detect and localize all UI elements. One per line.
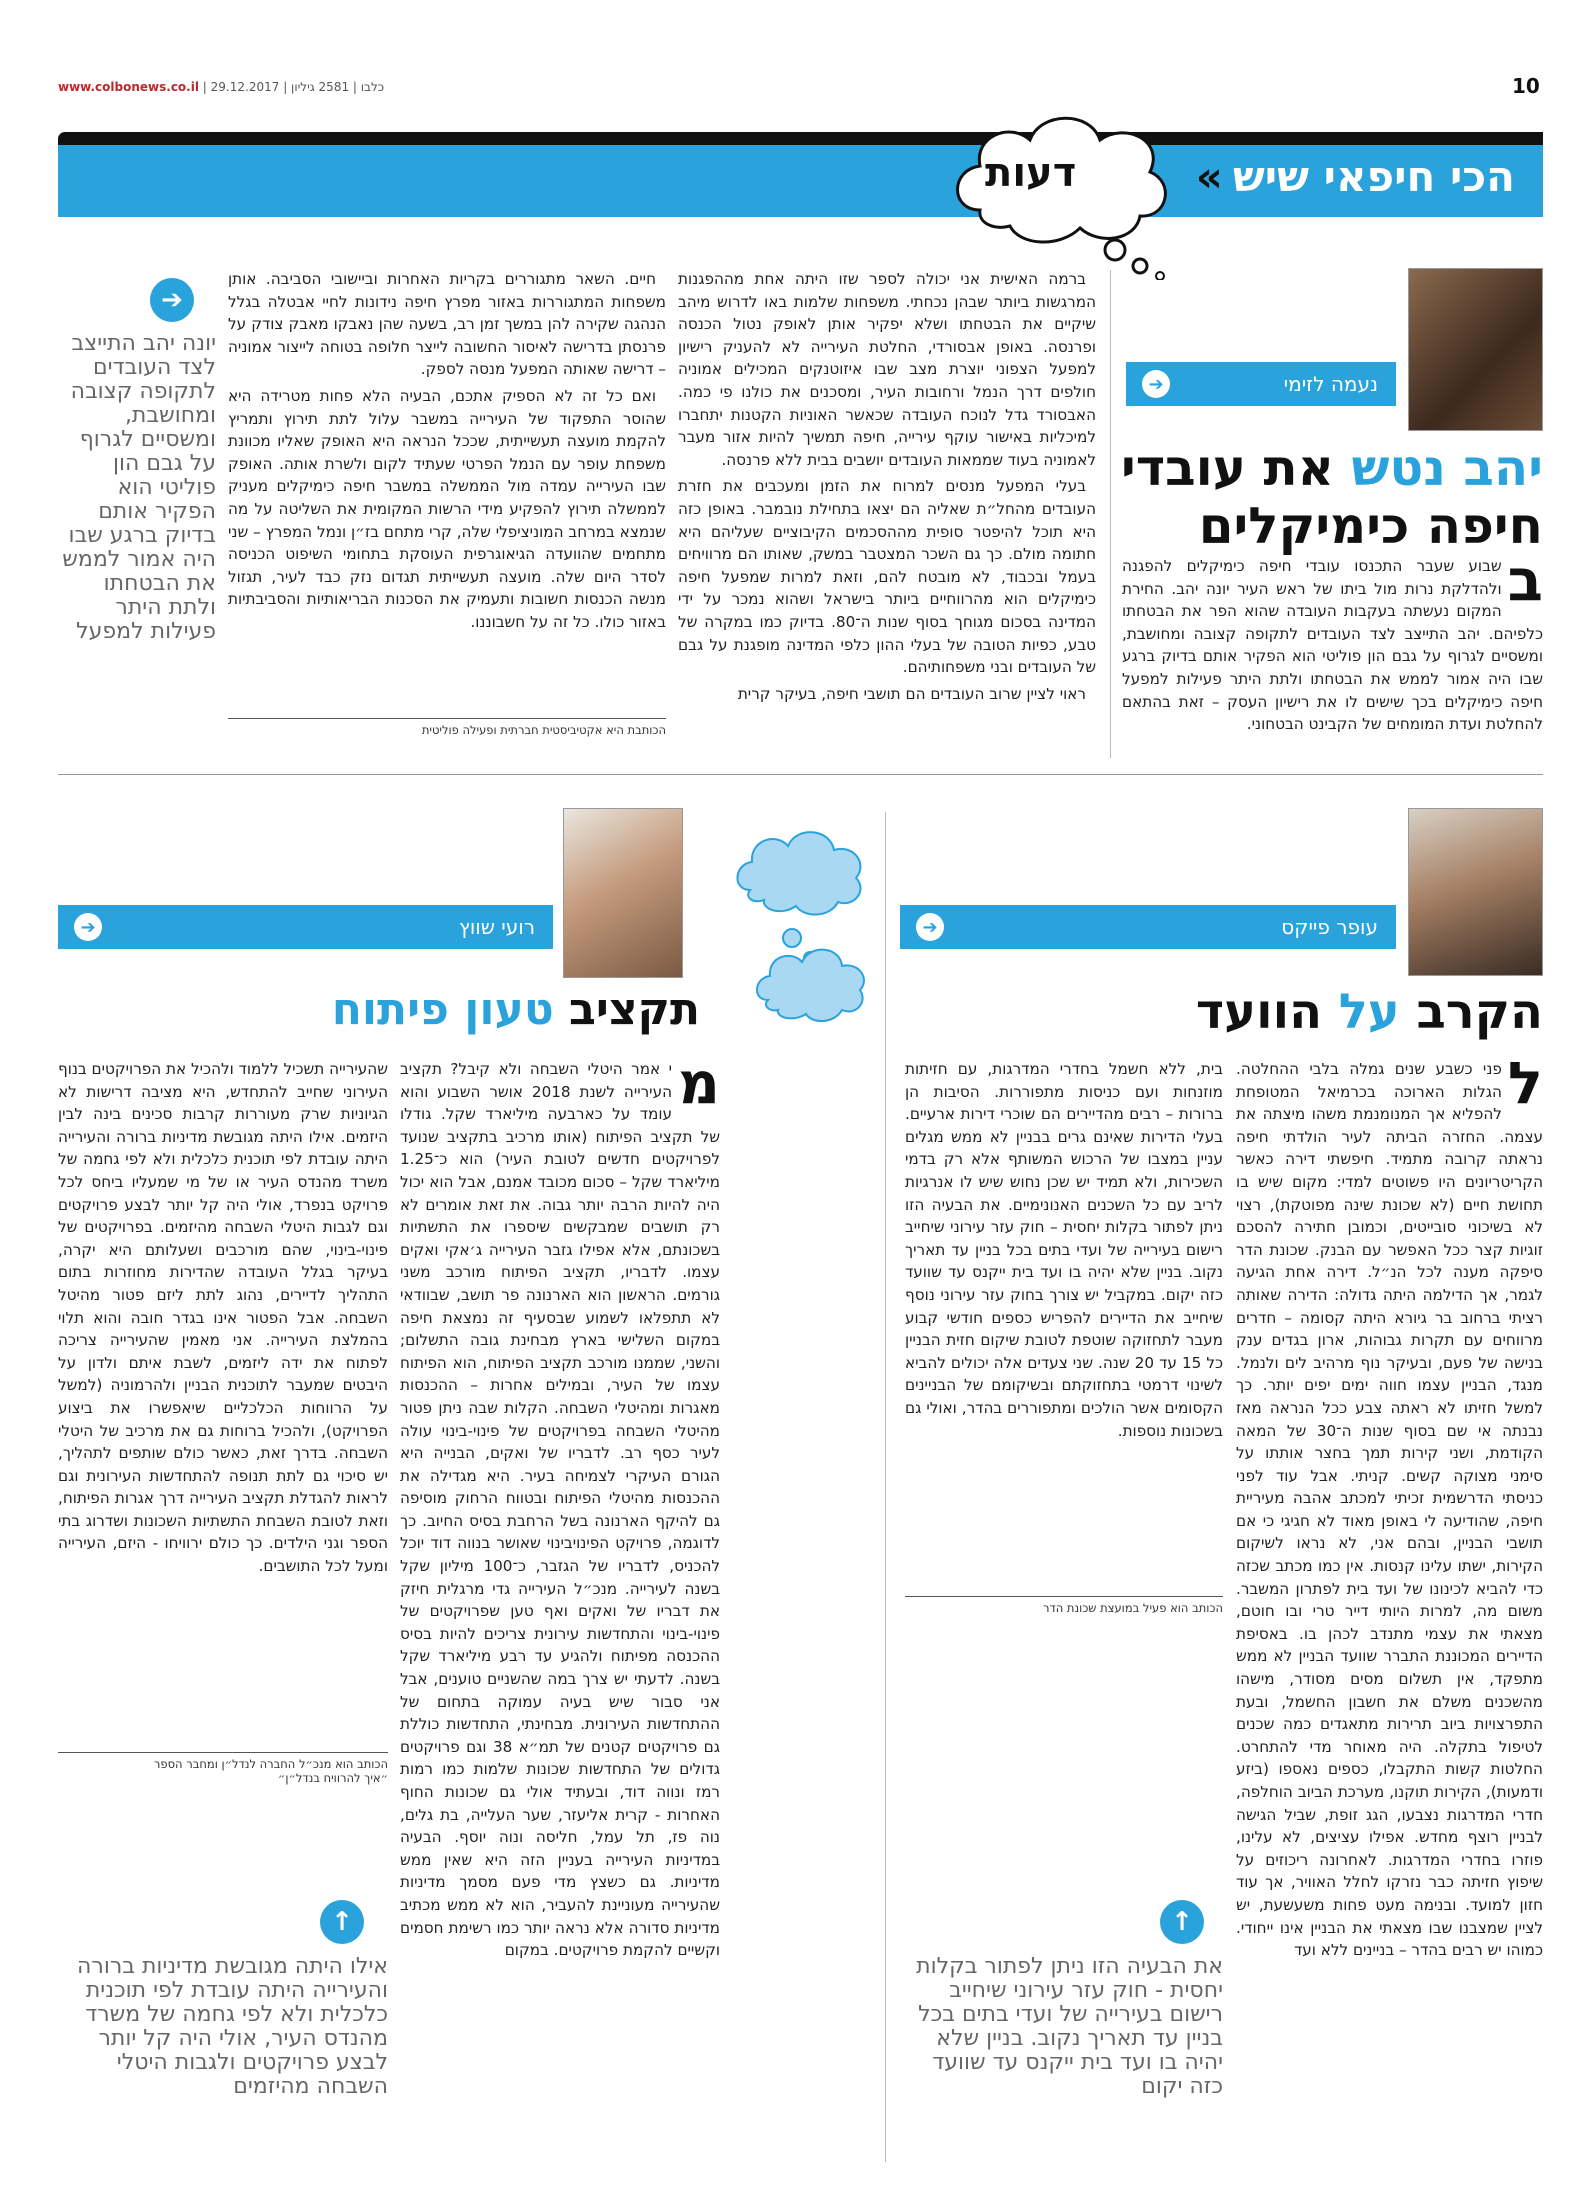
pull-quote: יונה יהב התייצב לצד העובדים לתקופה קצובה ומחושבת, ומשסיים לגרוף על גבם הון פוליטי הוא הפקיר אותם בדיוק ברגע שבו היה אמור לממש את הבטחתו ולתת היתר פעילות למפעל bbox=[62, 332, 216, 644]
column-divider bbox=[1110, 270, 1111, 758]
pull-quote: אילו היתה מגובשת מדיניות ברורה והעירייה היתה עובדת לפי תוכנית כלכלית ולא לפי גחמה של משרד מהנדס העיר, אולי היה קל יותר לבצע פרויקטים ולגבות היטלי השבחה מהיזמים bbox=[77, 1955, 388, 2099]
headline-text: תקציב bbox=[569, 984, 700, 1035]
paragraph: בית, ללא חשמל בחדרי המדרגות, עם חזיתות מוזנחות ועם כניסות מתפוררות. הסיבות הן ברורות – רבים מהדיירים הם שוכרי דירות ארעיים. בעלי הדירות שאינם גרים בבניין לא ממש מגלים עניין במצבו של הרכוש המשותף אלא רק בדמי השכירות, ולא תמיד יש שכן נחוש שיש לו אנרגיות לריב עם כל השכנים האנונימיים. את הבעיה הזו ניתן לפתור בקלות יחסית – חוק עזר עירוני שיחייב רישום בעירייה של ועדי בתים בכל בניין עד תאריך נקוב. בניין שלא יהיה בו ועד בית ייקנס עד שוועד כזה יקום. במקביל יש צורך בחוק עזר עירוני נוסף שיחייב את הדיירים להפריש כספים חודשי קבוע מעבר לתחזוקה שוטפת לטובת שיקום חזית הבניין כל 15 עד 20 שנה. שני צעדים אלה יכולים להביא לשינוי דרמטי בתחזוקתם ובשיקומם של הבניינים הקסומים אשר הולכים ומתפוררים בהדר, ואולי גם בשכונות נוספות. bbox=[905, 1060, 1223, 1440]
page-number: 10 bbox=[1512, 74, 1540, 98]
site-link[interactable]: www.colbonews.co.il bbox=[58, 80, 199, 94]
headline-text: את עובדי bbox=[1121, 439, 1335, 497]
headline-text: הוועד bbox=[1195, 984, 1323, 1040]
cloud-icon bbox=[750, 940, 870, 1030]
author-photo bbox=[563, 808, 683, 978]
column-divider bbox=[885, 812, 886, 2162]
article-column bbox=[678, 268, 1096, 755]
section-label: דעות bbox=[985, 150, 1077, 196]
author-byline: הכותב הוא פעיל במועצת שכונת הדר bbox=[905, 1596, 1223, 1615]
article-column bbox=[400, 1058, 720, 2156]
article-column bbox=[905, 1058, 1223, 1586]
section-title-text: הכי חיפאי שיש bbox=[1232, 152, 1515, 201]
author-byline bbox=[58, 1752, 388, 1785]
headline-text: הקרב bbox=[1416, 984, 1543, 1040]
author-photo bbox=[1408, 808, 1543, 976]
headline-highlight: טעון פיתוח bbox=[331, 984, 554, 1035]
paragraph: שהעירייה תשכיל ללמוד ולהכיל את הפרויקטים בנוף העירוני שחייב להתחדש, היא מציבה דרישות לא הגיוניות שרק מעוררות קרבות סכינים בינה לבין היזמים. אילו היתה מגובשת מדיניות ברורה והעירייה היתה עובדת לפי תוכנית כלכלית ולא לפי גחמה של משרד מהנדס העיר או של מי שמעליו ביחס לכל פרויקט בנפרד, אולי היה קל יותר לבצע פרויקטים וגם לגבות היטלי השבחה מהיזמים. בפרויקטים של פינוי-בינוי, שהם מורכבים ושעלותם היא יקרה, בעיקר בגלל העובדה שהדירות מחוזרות בתום התהליך לדיירים, נהוג לתת ליזם פטור מהיטל השבחה. אבל הפטור אינו בגדר חובה והוא תלוי בהמלצת העירייה. אני מאמין שהעירייה צריכה לפתוח את ידה ליזמים, לשבת איתם ולדון על היבטים שמעבר לתוכנית הבניין ולהרמוניה (למשל על הרווחות הכלכליים שיאפשרו את ביצוע הפרויקט), ולהכיל ברוחות גם את מרכיב של היטלי השבחה. בדרך זאת, כאשר כולם שותפים לתהליך, יש סיכוי גם לתת תנופה להתחדשות העירונית וגם לראות להגדלת תקציב העירייה דרך אגרות הפיתוח, וזאת לטובת השבחת התשתיות השכונות ושדרוג בתי הספר וגני הילדים. כך כולם ירוויחו - היזם, העירייה ומעל לכל התושבים. bbox=[58, 1060, 388, 1576]
headline bbox=[1110, 440, 1543, 555]
chevron-icon: » bbox=[1195, 152, 1223, 201]
author-tag bbox=[900, 905, 1396, 949]
article-column bbox=[58, 1058, 388, 1748]
paragraph: ראוי לציין שרוב העובדים הם תושבי חיפה, בעיקר קרית bbox=[737, 684, 1086, 703]
author-photo bbox=[1408, 268, 1543, 431]
headline-line2: חיפה כימיקלים bbox=[1198, 496, 1543, 555]
arrow-right-icon[interactable]: ➔ bbox=[150, 278, 194, 322]
headline-highlight: יהב נטש bbox=[1351, 439, 1543, 497]
article-column bbox=[228, 268, 666, 716]
author-tag bbox=[58, 905, 553, 949]
paragraph: שבוע שעבר התכנסו עובדי חיפה כימיקלים להפגנה ולהדלקת נרות מול ביתו של ראש העיר יונה יהב. החירת המקום נעשתה בעקבות העובדה שהוא הפר את הבטחתו כלפיהם. יהב התייצב לצד העובדים לתקופה קצובה ומחושבת, ומשסיים לגרוף על גבם הון פוליטי הוא הפקיר אותם בדיוק ברגע שבו היה אמור לממש את הבטחתו ולתת היתר פעילות למפעל חיפה כימיקלים בכך שישים לו את רישיון העסק – זאת בהתאם להחלטת ועדת המומחים של הקבינט הבטחוני. bbox=[1122, 557, 1543, 734]
author-byline: הכותבת היא אקטיביסטית חברתית ופעילה פוליטית bbox=[228, 718, 666, 737]
arrow-right-icon[interactable]: ➔ bbox=[916, 913, 944, 941]
header-rule bbox=[58, 132, 1543, 145]
drop-cap: ל bbox=[1507, 1058, 1543, 1117]
arrow-right-icon[interactable]: ➔ bbox=[1142, 370, 1170, 398]
article-column bbox=[1236, 1058, 1543, 2156]
paragraph: חיים. השאר מתגוררים בקריות האחרות וביישובי הסביבה. אותן משפחות המתגוררות באזור מפרץ חיפה נידונות לחיי אבטלה בגלל הנהגה שקירה להן במשך זמן רב, בשעה שהן נאבקו מאבק צודק על פרנסתן בדרישה לאיסור החשובה לייצר חלופה בטוחה לייצור אמוניה – דרישה שאותה המפעל מנסה לספק. bbox=[228, 270, 666, 379]
pull-quote: את הבעיה הזו ניתן לפתור בקלות יחסית - חוק עזר עירוני שיחייב רישום בעירייה של ועדי בתים בכל בניין עד תאריך נקוב. בניין שלא יהיה בו ועד בית ייקנס עד שוועד כזה יקום bbox=[916, 1955, 1223, 2099]
paragraph: ואם כל זה לא הספיק אתכם, הבעיה הלא פחות מטרידה היא שהוסר התפקוד של העירייה במשבר עלול לתת תירוץ ותמריץ להקמת מועצה תעשייתית, שככל הנראה היא האופק שאליו מכוונת משפחת עופר עם הנמל הפרטי שעתיד לקום ולשרת אותה. האופק שבו העירייה עמדה מול הממשלה במשבר חיפה כימיקלים מעניק לממשלה תירוץ להפקיע מידי הרשות המקומית את השליטה על מה שנמצא במרחב המוניציפלי שלה, קרי מתחם בז״ן ונמל המפרץ – שני מתחמים שהוועדה הגיאוגרפית העוסקת בתחומי השיפוט הכניסה לסדר היום שלה. מועצה תעשייתית תגדום נזק כבד לעיר, תגזול מנשה הכנסות חשובות ותעמיק את הסכנות הבריאותיות והסביבתיות באזור כולו. כל זה על חשבוננו. bbox=[228, 386, 666, 631]
headline-highlight: על bbox=[1338, 984, 1400, 1040]
article-column bbox=[1122, 555, 1543, 755]
drop-cap: מ bbox=[678, 1058, 720, 1117]
author-name: עופר פייקס bbox=[1281, 915, 1378, 939]
paragraph: בעלי המפעל מנסים למרוח את הזמן ומעכבים את חזרת העובדים מהחל״ת שאליה הם יצאו בתחילת נובמבר. באופן כזה היא תוכל להיפטר סופית מההסכמים הקיבוציים שעליהם היא חתומה מולם. כך גם השכר המצטבר במשק, שאותו הם מרוויחים בעמל ובכבוד, לא מובטח להם, וזאת למרות שמפעל חיפה כימיקלים הוא מהרווחיים ביותר בישראל ושהוא נמכר על ידי המדינה בסכום מגוחך בסוף שנות ה־80. בדיוק כמו במקרה של טבע, כפיות הטובה של בעלי ההון כלפי המדינה מופגנת על גבם של העובדים ובני משפחותיהם. bbox=[678, 477, 1096, 677]
section-divider bbox=[58, 774, 1543, 775]
drop-cap: ב bbox=[1507, 555, 1543, 614]
headline bbox=[1110, 985, 1543, 1040]
paragraph: ברמה האישית אני יכולה לספר שזו היתה אחת מההפגנות המרגשות ביותר שבהן נכחתי. משפחות שלמות באו לדרוש מיהב שיקיים את הבטחתו ושלא יפקיר אותן לאופק נטול הכנסה ופרנסה. באופן אבסורדי, החלטת העירייה לא להעניק רישיון למפעל הצפוני יוצרת מצב שבו איזוטנקים המכילים אמוניה חולפים דרך הנמל ורחובות העיר, ומסכנים את כולנו פי כמה. האבסורד גדל לנוכח העובדה שכאשר האוניות הקטנות יתחברו למיכליות באישור עוקף עירייה, חיפה תמשיך להיות אזור מעבר לאמוניה בעוד שממאות העובדים יושבים בבית ללא פרנסה. bbox=[678, 270, 1096, 469]
issue-meta bbox=[58, 80, 384, 94]
author-name: רועי שווץ bbox=[459, 915, 535, 939]
section-title bbox=[1186, 152, 1515, 201]
arrow-up-icon[interactable]: ↑ bbox=[320, 1900, 364, 1944]
arrow-right-icon[interactable]: ➔ bbox=[74, 913, 102, 941]
headline bbox=[300, 985, 700, 1036]
byline-line: הכותב הוא מנכ״ל החברה לנדל״ן ומחבר הספר bbox=[153, 1757, 388, 1771]
author-name: נעמה לזימי bbox=[1283, 372, 1378, 396]
arrow-up-icon[interactable]: ↑ bbox=[1160, 1900, 1204, 1944]
paragraph: י אמר היטלי השבחה ולא קיבל? תקציב העירייה לשנת 2018 אושר השבוע והוא עומד על כארבעה מיליארד שקל. גודלו של תקציב הפיתוח (אותו מרכיב בתקציב שנועד לפרויקטים חדשים לטובת העיר) הוא כ־1.25 מיליארד שקל – סכום מכובד אמנם, אבל הוא יכול היה להיות הרבה יותר גבוה. את זאת אומרים לא רק תושבים שמבקשים שיספרו את התשתיות בשכונתם, אלא אפילו גזבר העירייה ג׳אקי ואקים עצמו. לדבריו, תקציב הפיתוח מורכב משני גורמים. הראשון הוא הארנונה פר תושב, שבוודאי לא תתפלאו לשמוע שבסעיף זה נמצאת חיפה במקום השלישי בארץ מבחינת גובה התשלום; והשני, שממנו מורכב תקציב הפיתוח, הוא הפיתוח עצמו של העיר, ובמילים אחרות – ההכנסות מאגרות ומהיטלי השבחה. הקלות שבה ניתן פטור מהיטלי השבחה בפרויקטים של פינוי-בינוי עולה לעיר כסף רב. לדבריו של ואקים, הבנייה היא הגורם העיקרי לצמיחה בעיר. היא מגדילה את ההכנסות מהיטלי הפיתוח ובטווח הרחוק מוסיפה גם להיקף הארנונה בשל הרחבת בסיס החיוב. כך לדוגמה, פרויקט הפינויבינוי שאושר בנווה דוד יוכל להכניס, לדבריו של הגזבר, כ־100 מיליון שקל בשנה לעירייה. מנכ״ל העירייה גדי מרגלית חיזק את דבריו של ואקים ואף טען שפרויקטים של פינוי-בינוי והתחדשות עירונית צריכים להיות בסיס ההכנסה מפיתוח ולהגיע עד רבע מיליארד שקל בשנה. לדעתי יש צרך במה שהשניים טוענים, אבל אני סבור שיש בעיה עמוקה בתחום של ההתחדשות העירונית. מבחינתי, התחדשות כוללת גם פרויקטים קטנים של תמ״א 38 וגם פרויקטים גדולים של התחדשות שכונות שלמות כמו רמות רמז ונווה דוד, ובעתיד אולי גם שכונות החוף האחרות - קרית אליעזר, שער העלייה, בת גלים, נוה פז, תל עמל, חליסה ונוה יוסף. הבעיה במדיניות העירייה בעניין הזה היא שאין ממש מדיניות. גם כשצץ מדי פעם מסמך מדיניות שהעירייה מעוניינת להעביר, הוא לא ממש מכתיב מדיניות סדורה אלא נראה יותר כמו רשימת חסמים וקשיים להקמת פרויקטים. במקום bbox=[400, 1060, 720, 1960]
paragraph: פני כשבע שנים גמלה בלבי ההחלטה. הגלות הארוכה בכרמיאל המטופחת להפליא אך המנומנמת משהו מיצתה את עצמה. החזרה הביתה לעיר הולדתי חיפה נראתה קרובה מתמיד. חיפשתי דירה כאשר הקריטריונים היו פשוטים למדי: מקום שיש בו תחושת חיים (לא שכונת שינה מפוטקת), רצוי לא בשיכוני סובייטים, וכמובן חתירה להסכם זוגיות קצר ככל האפשר עם הבנק. שכונת הדר סיפקה מענה לכל הנ״ל. דירה אחת הגיעה לגמר, אך הדילמה היתה גדולה: הדירה שאותה רציתי ברחוב בר גיורא היתה קסומה – חדרים מרווחים עם תקרות גבוהות, ארון בגדים ענק בנישה של פעם, ובעיקר נוף מרהיב לים ולנמל. מנגד, הבניין עצמו חווה ימים יפים יותר. כך למשל חזיתו לא ראתה צבע ככל הנראה מאז נבנתה אי שם בסוף שנות ה־30 של המאה הקודמת, ושני קירות תמך בחצר אותתו על סימני מצוקה קשים. קניתי. אבל עוד לפני כניסתי הדרשמית זכיתי למכתב אהבה מעיריית חיפה, שהודיעה לי באופן מאוד לא חגיגי כי אם תושבי הבניין, ובהם אני, לא נראו לשיקום הקירות, ישתו עלינו קנסות. אין כמו מכתב שכזה כדי להביא לכינונו של ועד בית לפתרון המשבר. משום מה, למרות היותי דייר טרי ובו חוטם, מצאתי את עצמי מתנדב לכהן בו. באסיפת הדיירים המכוננת התברר שוועד הבניין לא ממש מתפקד, אין תשלום מסים מסודר, מישהו מהשכנים משלם את חשבון החשמל, ובעת התפרצויות ביוב תרירות מתאגדים כמה שכנים לטיפול בתקלה. היה מאוחר מדי להתחרט. החלטות קשות התקבלו, כספים נאספו (ביזע ודמעות), הקירות תוקנו, מערכת הביוב הוחלפה, חדרי המדרגות נצבעו, הגג זופת, שביל הגישה לבניין רוצף מחדש. אפילו עציצים, לא עלינו, פוזרו בחדרי המדרגות. לאחרונה ריכוזים על שיפוץ חזיתה כבר נזרקו לחלל האוויר, אך עוד חזון למועד. ובנימה מעט פחות משעשעת, יש לציין שמצבנו שבו מצאתי את הבניין אינו ייחודי. כמוהו יש רבים בהדר – בניינים ללא ועד bbox=[1236, 1060, 1543, 1960]
byline-line: ״איך להרוויח בנדל״ן״ bbox=[277, 1771, 388, 1785]
issue-info: | כלבו | 2581 גיליון | 29.12.2017 bbox=[202, 80, 385, 94]
author-tag bbox=[1126, 362, 1396, 406]
